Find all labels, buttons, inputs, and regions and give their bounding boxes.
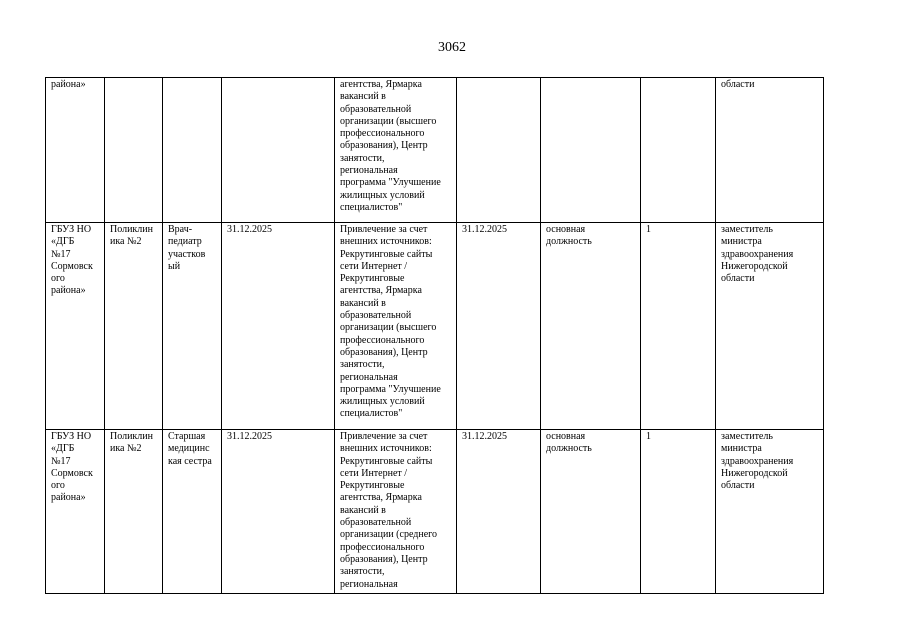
cell-method: Привлечение за счет внешних источников: Рекрутинговые сайты сети Интернет / Рекрутинговые агентства, Ярмарка вакансий в образовательной организации (высшего профессионального образования), Центр занятости, региональная программа "Улучшение жилищных условий специалистов"	[335, 223, 457, 430]
table-row	[46, 223, 824, 430]
cell-date-1	[222, 78, 335, 223]
cell-responsible: области	[716, 78, 824, 223]
cell-date-1: 31.12.2025	[222, 430, 335, 594]
cell-unit: Поликлин ика №2	[105, 430, 163, 594]
table-row	[46, 430, 824, 594]
cell-position	[163, 78, 222, 223]
cell-unit: Поликлин ика №2	[105, 223, 163, 430]
cell-type: основная должность	[541, 223, 641, 430]
cell-responsible: заместитель министра здравоохранения Нижегородской области	[716, 223, 824, 430]
cell-count: 1	[641, 430, 716, 594]
cell-count: 1	[641, 223, 716, 430]
cell-method: агентства, Ярмарка вакансий в образовательной организации (высшего профессионального образования), Центр занятости, региональная программа "Улучшение жилищных условий специалистов"	[335, 78, 457, 223]
cell-type	[541, 78, 641, 223]
cell-date-1: 31.12.2025	[222, 223, 335, 430]
cell-date-2: 31.12.2025	[457, 430, 541, 594]
cell-count	[641, 78, 716, 223]
cell-position: Врач- педиатр участков ый	[163, 223, 222, 430]
cell-position: Старшая медицинс кая сестра	[163, 430, 222, 594]
cell-org: района»	[46, 78, 105, 223]
cell-date-2	[457, 78, 541, 223]
page-number: 3062	[438, 40, 466, 55]
cell-responsible: заместитель министра здравоохранения Нижегородской области	[716, 430, 824, 594]
cell-method: Привлечение за счет внешних источников: Рекрутинговые сайты сети Интернет / Рекрутинговые агентства, Ярмарка вакансий в образовательной организации (среднего профессионального образования), Центр занятости, региональная	[335, 430, 457, 594]
cell-type: основная должность	[541, 430, 641, 594]
table-row	[46, 78, 824, 223]
staffing-table	[45, 77, 824, 594]
cell-date-2: 31.12.2025	[457, 223, 541, 430]
cell-org: ГБУЗ НО «ДГБ №17 Сормовск ого района»	[46, 223, 105, 430]
cell-unit	[105, 78, 163, 223]
cell-org: ГБУЗ НО «ДГБ №17 Сормовск ого района»	[46, 430, 105, 594]
